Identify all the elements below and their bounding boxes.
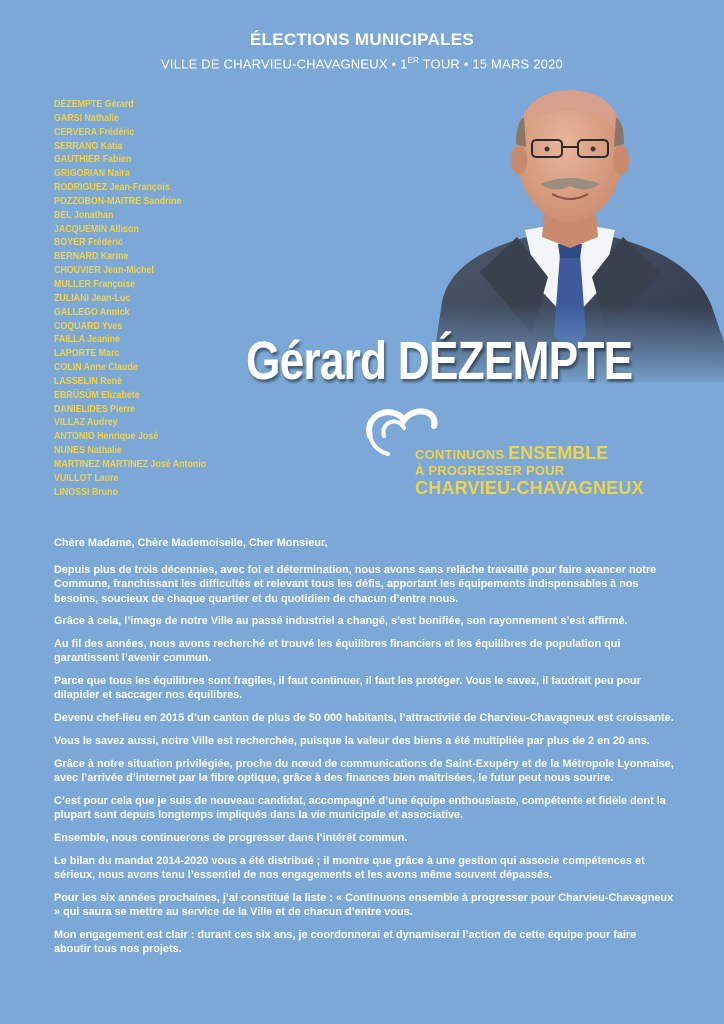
document-subtitle (0, 56, 724, 71)
candidate-name: Gérard DÉZEMPTE (246, 331, 633, 391)
candidate-list-item: COLIN Anne Claude (54, 362, 138, 374)
letter-paragraph: C’est pour cela que je suis de nouveau candidat, accompagné d’une équipe enthousiaste, compétente et fidèle dont la plupart sont depuis longtemps impliqués dans la vie municipale et associative. (54, 794, 666, 821)
subtitle-text-end: TOUR • 15 MARS 2020 (419, 56, 563, 72)
candidate-list-item: GAUTHIER Fabien (54, 154, 132, 166)
letter-paragraph: Grâce à notre situation privilégiée, proche du nœud de communications de Saint-Exupéry et de la Métropole Lyonnaise, avec l’arrivée d’internet par la fibre optique, grâce à des finances bien maîtrisées, le futur peut nous sourire. (54, 757, 674, 784)
candidate-list-item: MARTINEZ MARTINEZ José Antonio (54, 458, 207, 470)
candidate-list-item: ANTONIO Henrique José (54, 431, 159, 443)
letter-salutation: Chère Madame, Chère Mademoiselle, Cher Monsieur, (54, 537, 328, 549)
letter-paragraph: Parce que tous les équilibres sont fragiles, il faut continuer, il faut les protéger. Vous le savez, il faudrait peu pour dilapider et saccager nos équilibres. (54, 675, 641, 702)
letter-paragraph: Au fil des années, nous avons recherché et trouvé les équilibres financiers et les équilibres de population qui garantissent l’avenir commun. (54, 638, 621, 665)
slogan-continuons: CONTINUONS (415, 447, 509, 462)
candidate-list-item: BERNARD Karine (54, 251, 129, 263)
candidate-list-item: SERRANO Katia (54, 140, 123, 152)
subtitle-text: VILLE DE CHARVIEU-CHAVAGNEUX • 1 (161, 56, 408, 72)
candidate-list-item: GRIGORIAN Naïra (54, 168, 130, 180)
candidate-list-item: VUILLOT Laure (54, 472, 119, 484)
candidate-list-item: COQUARD Yves (54, 320, 123, 332)
candidate-list-item: EBRÜSÜM Elizabete (54, 389, 140, 401)
slogan-line-3: CHARVIEU-CHAVAGNEUX (415, 478, 644, 499)
letter-paragraph: Depuis plus de trois décennies, avec foi et détermination, nous avons sans relâche travaillé pour faire avancer notre Commune, franchissant les difficultés et relevant tous les défis, apportant les équipements indispensables à nos besoins, soucieux de chaque quartier et du quotidien de chacun d’entre nous. (54, 564, 657, 605)
candidate-list-item: CHOUVIER Jean-Michel (54, 265, 154, 277)
candidate-list-item: POZZOBON-MAITRE Sandrine (54, 195, 182, 207)
candidate-list-item: BEL Jonathan (54, 209, 114, 221)
candidate-list-item: DANIELIDES Pierre (54, 403, 136, 415)
letter-paragraph: Le bilan du mandat 2014-2020 vous a été distribué ; il montre que grâce à une gestion qui associe compétences et sérieux, nous avons tenu l’essentiel de nos engagements et les avons même souvent dépassés. (54, 854, 645, 881)
candidate-list-item: LASSELIN René (54, 375, 122, 387)
candidate-list-item: FAILLA Jeanine (54, 334, 121, 346)
candidate-list-item: ZULIANI Jean-Luc (54, 292, 131, 304)
document-title: ÉLECTIONS MUNICIPALES (249, 30, 475, 49)
candidate-list-item: RODRIGUEZ Jean-François (54, 182, 170, 194)
campaign-letter (54, 536, 674, 965)
candidate-list-item: NUNES Nathalie (54, 445, 122, 457)
candidate-list-item: LINOSSI Bruno (54, 486, 118, 498)
campaign-slogan (415, 444, 644, 498)
slogan-ensemble: ENSEMBLE (508, 443, 609, 463)
campaign-logo (362, 402, 692, 512)
candidate-list (54, 98, 231, 499)
candidate-list-item: DÉZEMPTE Gérard (54, 99, 134, 110)
document-header (0, 30, 724, 71)
candidate-list-item: BOYER Frédéric (54, 237, 123, 249)
letter-paragraph: Pour les six années prochaines, j’ai constitué la liste : « Continuons ensemble à progresser pour Charvieu-Chavagneux » qui saura se mettre au service de la Ville et de chacun d’entre vous. (54, 891, 674, 918)
candidate-list-item: VILLAZ Audrey (54, 417, 118, 429)
candidate-list-item: GALLEGO Annick (54, 306, 130, 318)
letter-paragraph: Grâce à cela, l’image de notre Ville au passé industriel a changé, s’est bonifiée, son rayonnement s’est affirmé. (54, 615, 628, 628)
letter-paragraph: Vous le savez aussi, notre Ville est recherchée, puisque la valeur des biens a été multipliée par plus de 2 en 20 ans. (54, 735, 650, 747)
candidate-list-item: JACQUEMIN Allison (54, 223, 139, 235)
letter-paragraph: Ensemble, nous continuerons de progresser dans l’intérêt commun. (54, 831, 408, 844)
slogan-line-2: À PROGRESSER POUR (415, 462, 565, 478)
slogan-line-1 (415, 444, 644, 464)
subtitle-superscript: ER (407, 56, 420, 65)
letter-paragraph: Devenu chef-lieu en 2015 d’un canton de plus de 50 000 habitants, l’attractivité de Charvieu-Chavagneux est croissante. (54, 712, 674, 725)
candidate-list-item: CERVERA Frédéric (54, 126, 135, 138)
letter-paragraph: Mon engagement est clair : durant ces six ans, je coordonnerai et dynamiserai l’action de cette équipe pour faire aboutir tous nos projets. (54, 928, 637, 955)
candidate-list-item: MULLER Françoise (54, 278, 136, 290)
candidate-list-item: LAPORTE Marc (54, 348, 120, 360)
candidate-list-item: GARSI Nathalie (54, 112, 119, 124)
